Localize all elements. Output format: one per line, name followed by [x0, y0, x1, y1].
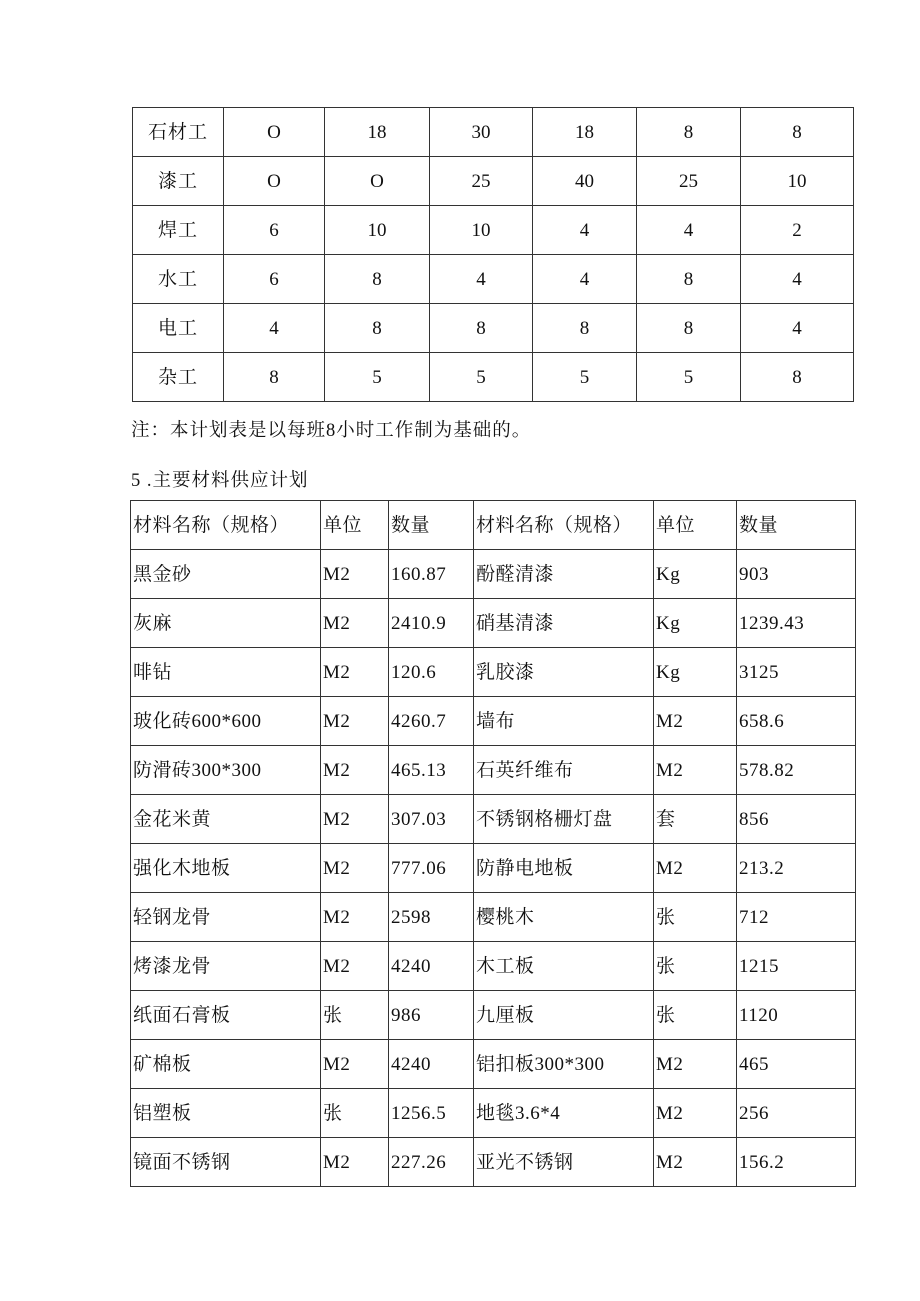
material-cell: 张: [654, 942, 737, 991]
labor-value-cell: 4: [637, 206, 741, 255]
material-header-cell: 材料名称（规格）: [131, 501, 321, 550]
material-cell: M2: [321, 844, 389, 893]
labor-value-cell: 30: [430, 108, 533, 157]
material-cell: 1239.43: [737, 599, 856, 648]
material-cell: 防静电地板: [474, 844, 654, 893]
material-header-cell: 数量: [389, 501, 474, 550]
material-cell: 1256.5: [389, 1089, 474, 1138]
material-cell: 156.2: [737, 1138, 856, 1187]
material-cell: 酚醛清漆: [474, 550, 654, 599]
material-cell: 120.6: [389, 648, 474, 697]
labor-value-cell: 25: [430, 157, 533, 206]
labor-value-cell: 10: [325, 206, 430, 255]
table-note: 注：本计划表是以每班8小时工作制为基础的。: [131, 421, 532, 441]
material-cell: M2: [321, 1040, 389, 1089]
material-cell: 铝扣板300*300: [474, 1040, 654, 1089]
material-row: [131, 1138, 856, 1187]
material-row: [131, 991, 856, 1040]
material-cell: M2: [654, 746, 737, 795]
material-cell: 铝塑板: [131, 1089, 321, 1138]
material-cell: 2598: [389, 893, 474, 942]
material-cell: 856: [737, 795, 856, 844]
labor-trade-cell: 电工: [133, 304, 224, 353]
labor-value-cell: 4: [741, 304, 854, 353]
labor-value-cell: 8: [741, 108, 854, 157]
material-cell: 213.2: [737, 844, 856, 893]
material-cell: 防滑砖300*300: [131, 746, 321, 795]
labor-value-cell: 8: [637, 304, 741, 353]
material-cell: 1215: [737, 942, 856, 991]
labor-value-cell: 6: [224, 255, 325, 304]
material-cell: 张: [654, 991, 737, 1040]
material-cell: M2: [321, 550, 389, 599]
material-cell: 张: [321, 991, 389, 1040]
material-cell: 张: [654, 893, 737, 942]
labor-trade-cell: 水工: [133, 255, 224, 304]
material-cell: 金花米黄: [131, 795, 321, 844]
material-cell: Kg: [654, 648, 737, 697]
labor-value-cell: 4: [533, 206, 637, 255]
labor-value-cell: 5: [637, 353, 741, 402]
labor-row: [133, 353, 854, 402]
material-cell: 玻化砖600*600: [131, 697, 321, 746]
material-cell: 256: [737, 1089, 856, 1138]
labor-trade-cell: 焊工: [133, 206, 224, 255]
material-cell: 黑金砂: [131, 550, 321, 599]
labor-value-cell: 40: [533, 157, 637, 206]
material-cell: 160.87: [389, 550, 474, 599]
material-cell: M2: [321, 697, 389, 746]
material-cell: 矿棉板: [131, 1040, 321, 1089]
material-row: [131, 942, 856, 991]
material-row: [131, 1089, 856, 1138]
material-cell: 墙布: [474, 697, 654, 746]
material-cell: M2: [321, 1138, 389, 1187]
material-cell: M2: [321, 942, 389, 991]
material-cell: 1120: [737, 991, 856, 1040]
material-cell: 227.26: [389, 1138, 474, 1187]
material-cell: M2: [321, 893, 389, 942]
labor-row: [133, 157, 854, 206]
labor-value-cell: 8: [224, 353, 325, 402]
labor-value-cell: O: [224, 108, 325, 157]
material-cell: 903: [737, 550, 856, 599]
labor-value-cell: 10: [741, 157, 854, 206]
material-row: [131, 648, 856, 697]
labor-value-cell: 4: [224, 304, 325, 353]
material-cell: 纸面石膏板: [131, 991, 321, 1040]
material-cell: 4240: [389, 942, 474, 991]
material-cell: 465.13: [389, 746, 474, 795]
labor-value-cell: 8: [637, 108, 741, 157]
material-cell: 套: [654, 795, 737, 844]
labor-value-cell: 8: [430, 304, 533, 353]
labor-value-cell: 8: [637, 255, 741, 304]
labor-value-cell: 10: [430, 206, 533, 255]
material-cell: 烤漆龙骨: [131, 942, 321, 991]
material-row: [131, 1040, 856, 1089]
labor-value-cell: 5: [325, 353, 430, 402]
labor-value-cell: 4: [741, 255, 854, 304]
material-cell: 亚光不锈钢: [474, 1138, 654, 1187]
labor-value-cell: 8: [533, 304, 637, 353]
material-cell: 307.03: [389, 795, 474, 844]
material-row: [131, 795, 856, 844]
labor-value-cell: 8: [325, 304, 430, 353]
labor-value-cell: 4: [430, 255, 533, 304]
labor-value-cell: O: [224, 157, 325, 206]
material-cell: 712: [737, 893, 856, 942]
labor-value-cell: O: [325, 157, 430, 206]
material-cell: 九厘板: [474, 991, 654, 1040]
material-row: [131, 550, 856, 599]
section-title: 5 .主要材料供应计划: [131, 471, 309, 491]
material-cell: 地毯3.6*4: [474, 1089, 654, 1138]
labor-table: [132, 107, 854, 402]
material-cell: 啡钻: [131, 648, 321, 697]
material-cell: 木工板: [474, 942, 654, 991]
material-header-row: [131, 501, 856, 550]
material-cell: 2410.9: [389, 599, 474, 648]
material-cell: 465: [737, 1040, 856, 1089]
material-cell: 658.6: [737, 697, 856, 746]
labor-trade-cell: 石材工: [133, 108, 224, 157]
material-cell: M2: [654, 1040, 737, 1089]
material-cell: 乳胶漆: [474, 648, 654, 697]
material-cell: 4260.7: [389, 697, 474, 746]
material-cell: 777.06: [389, 844, 474, 893]
labor-value-cell: 25: [637, 157, 741, 206]
material-cell: Kg: [654, 599, 737, 648]
material-cell: 不锈钢格栅灯盘: [474, 795, 654, 844]
labor-value-cell: 18: [325, 108, 430, 157]
material-cell: Kg: [654, 550, 737, 599]
labor-value-cell: 2: [741, 206, 854, 255]
labor-value-cell: 8: [325, 255, 430, 304]
material-cell: 3125: [737, 648, 856, 697]
material-cell: 樱桃木: [474, 893, 654, 942]
material-cell: 4240: [389, 1040, 474, 1089]
labor-trade-cell: 杂工: [133, 353, 224, 402]
material-cell: 石英纤维布: [474, 746, 654, 795]
labor-value-cell: 18: [533, 108, 637, 157]
material-cell: 硝基清漆: [474, 599, 654, 648]
material-cell: M2: [654, 1138, 737, 1187]
material-cell: M2: [321, 795, 389, 844]
material-cell: 轻钢龙骨: [131, 893, 321, 942]
material-header-cell: 单位: [654, 501, 737, 550]
labor-row: [133, 108, 854, 157]
labor-value-cell: 6: [224, 206, 325, 255]
material-row: [131, 746, 856, 795]
material-row: [131, 844, 856, 893]
material-cell: M2: [654, 844, 737, 893]
material-row: [131, 599, 856, 648]
material-cell: M2: [321, 648, 389, 697]
labor-row: [133, 304, 854, 353]
material-header-cell: 单位: [321, 501, 389, 550]
material-row: [131, 697, 856, 746]
material-cell: 张: [321, 1089, 389, 1138]
labor-trade-cell: 漆工: [133, 157, 224, 206]
material-cell: 986: [389, 991, 474, 1040]
material-cell: M2: [321, 599, 389, 648]
labor-value-cell: 8: [741, 353, 854, 402]
material-table: [130, 500, 856, 1187]
material-cell: 强化木地板: [131, 844, 321, 893]
labor-value-cell: 5: [533, 353, 637, 402]
material-header-cell: 材料名称（规格）: [474, 501, 654, 550]
material-header-cell: 数量: [737, 501, 856, 550]
labor-row: [133, 206, 854, 255]
material-cell: 灰麻: [131, 599, 321, 648]
labor-value-cell: 5: [430, 353, 533, 402]
labor-value-cell: 4: [533, 255, 637, 304]
material-cell: 578.82: [737, 746, 856, 795]
material-cell: 镜面不锈钢: [131, 1138, 321, 1187]
material-row: [131, 893, 856, 942]
labor-row: [133, 255, 854, 304]
material-cell: M2: [654, 1089, 737, 1138]
material-cell: M2: [654, 697, 737, 746]
material-cell: M2: [321, 746, 389, 795]
